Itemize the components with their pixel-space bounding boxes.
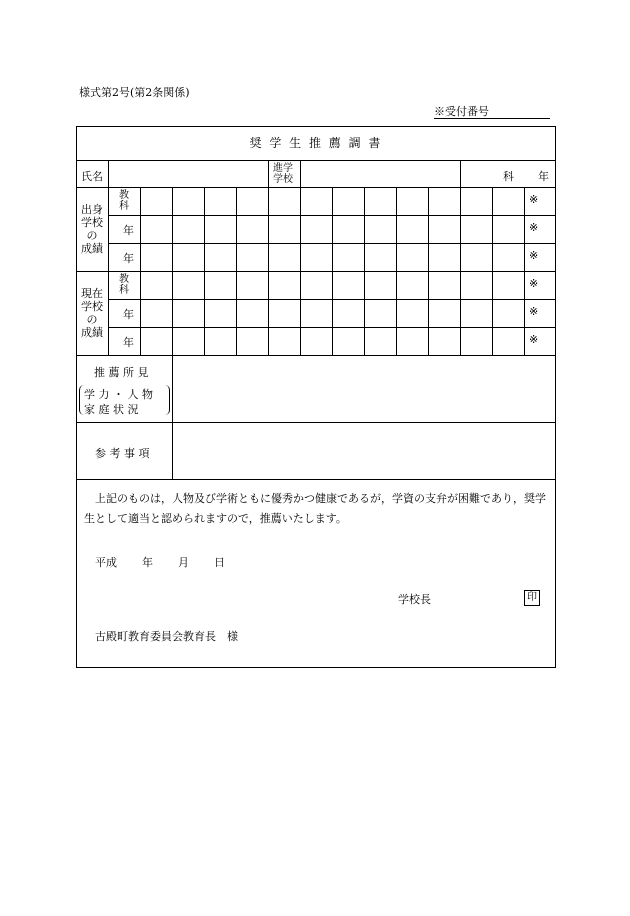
- current-subject-label-2: 科: [119, 285, 129, 296]
- seal-mark: 印: [524, 590, 540, 606]
- name-label-divider: [108, 160, 109, 187]
- recommendation-sub-1: 学 力 ・ 人 物: [84, 388, 153, 401]
- origin-label-line-1: 出身: [81, 203, 103, 216]
- school-label-1: 進学: [273, 163, 293, 174]
- recommendation-statement: 上記のものは，人物及び学術ともに優秀かつ健康であるが，学資の支弁が困難であり，奨学生として適当と認められますので，推薦いたします。: [84, 492, 546, 525]
- recommendation-divider: [76, 422, 556, 423]
- grid-col-1: [140, 187, 141, 355]
- origin-label-line-4: 成績: [81, 242, 103, 255]
- notes-divider: [76, 479, 556, 480]
- addressee: 古殿町教育委員会教育長 様: [95, 630, 238, 643]
- origin-label-line-2: 学校: [81, 216, 103, 229]
- current-label-line-4: 成績: [81, 326, 103, 339]
- current-label-line-3: の: [86, 313, 98, 326]
- current-school-label: [77, 287, 107, 339]
- origin-bottom-divider: [76, 271, 556, 272]
- school-label-right: [300, 160, 301, 187]
- receipt-number-line: [434, 118, 550, 119]
- principal-label: 学校長: [398, 593, 431, 606]
- dept-label: 科: [503, 170, 514, 183]
- year-label: 年: [538, 170, 549, 183]
- grid-col-13: [524, 187, 525, 355]
- origin-subject-label-1: 教: [119, 190, 129, 201]
- origin-school-label: [77, 203, 107, 255]
- current-label-line-2: 学校: [81, 300, 103, 313]
- name-row-divider: [76, 187, 556, 188]
- origin-year-label-2: 年: [123, 252, 134, 265]
- notes-label: 参 考 事 項: [95, 447, 150, 460]
- school-label-2: 学校: [273, 174, 293, 185]
- date-day: 日: [214, 556, 225, 569]
- date-month: 月: [178, 556, 189, 569]
- receipt-number-label: ※受付番号: [434, 105, 489, 118]
- recommendation-sub-2: 家 庭 状 況: [84, 403, 139, 416]
- origin-subject-label-2: 科: [119, 201, 129, 212]
- current-mark-3: ※: [529, 333, 539, 346]
- grid-col-9: [396, 187, 397, 355]
- grid-col-2: [172, 187, 173, 355]
- title-divider: [76, 160, 556, 161]
- grid-col-3: [204, 187, 205, 355]
- grid-col-5: [268, 187, 269, 355]
- form-number: 様式第2号(第2条関係): [79, 86, 190, 99]
- school-label-left: [268, 160, 269, 187]
- date-era: 平成: [95, 556, 117, 569]
- dept-divider: [460, 160, 461, 187]
- grades-label-divider: [108, 187, 109, 355]
- form-title: 奨 学 生 推 薦 調 書: [249, 136, 383, 150]
- date-year: 年: [142, 556, 153, 569]
- origin-mark-3: ※: [529, 249, 539, 262]
- recommendation-label: 推 薦 所 見: [94, 366, 149, 379]
- grid-col-12: [492, 187, 493, 355]
- grid-col-11: [460, 187, 461, 355]
- origin-year-label-1: 年: [123, 224, 134, 237]
- grid-col-10: [428, 187, 429, 355]
- current-subject-label-1: 教: [119, 274, 129, 285]
- origin-label-line-3: の: [86, 229, 98, 242]
- grid-col-7: [332, 187, 333, 355]
- current-label-line-1: 現在: [81, 287, 103, 300]
- recommendation-label-divider: [172, 355, 173, 479]
- grades-bottom-divider: [76, 355, 556, 356]
- current-mark-1: ※: [529, 277, 539, 290]
- origin-mark-2: ※: [529, 221, 539, 234]
- grid-col-4: [236, 187, 237, 355]
- current-mark-2: ※: [529, 305, 539, 318]
- current-year-label-2: 年: [123, 336, 134, 349]
- grid-col-6: [300, 187, 301, 355]
- grid-col-8: [364, 187, 365, 355]
- origin-mark-1: ※: [529, 193, 539, 206]
- current-year-label-1: 年: [123, 308, 134, 321]
- name-label: 氏名: [81, 170, 103, 183]
